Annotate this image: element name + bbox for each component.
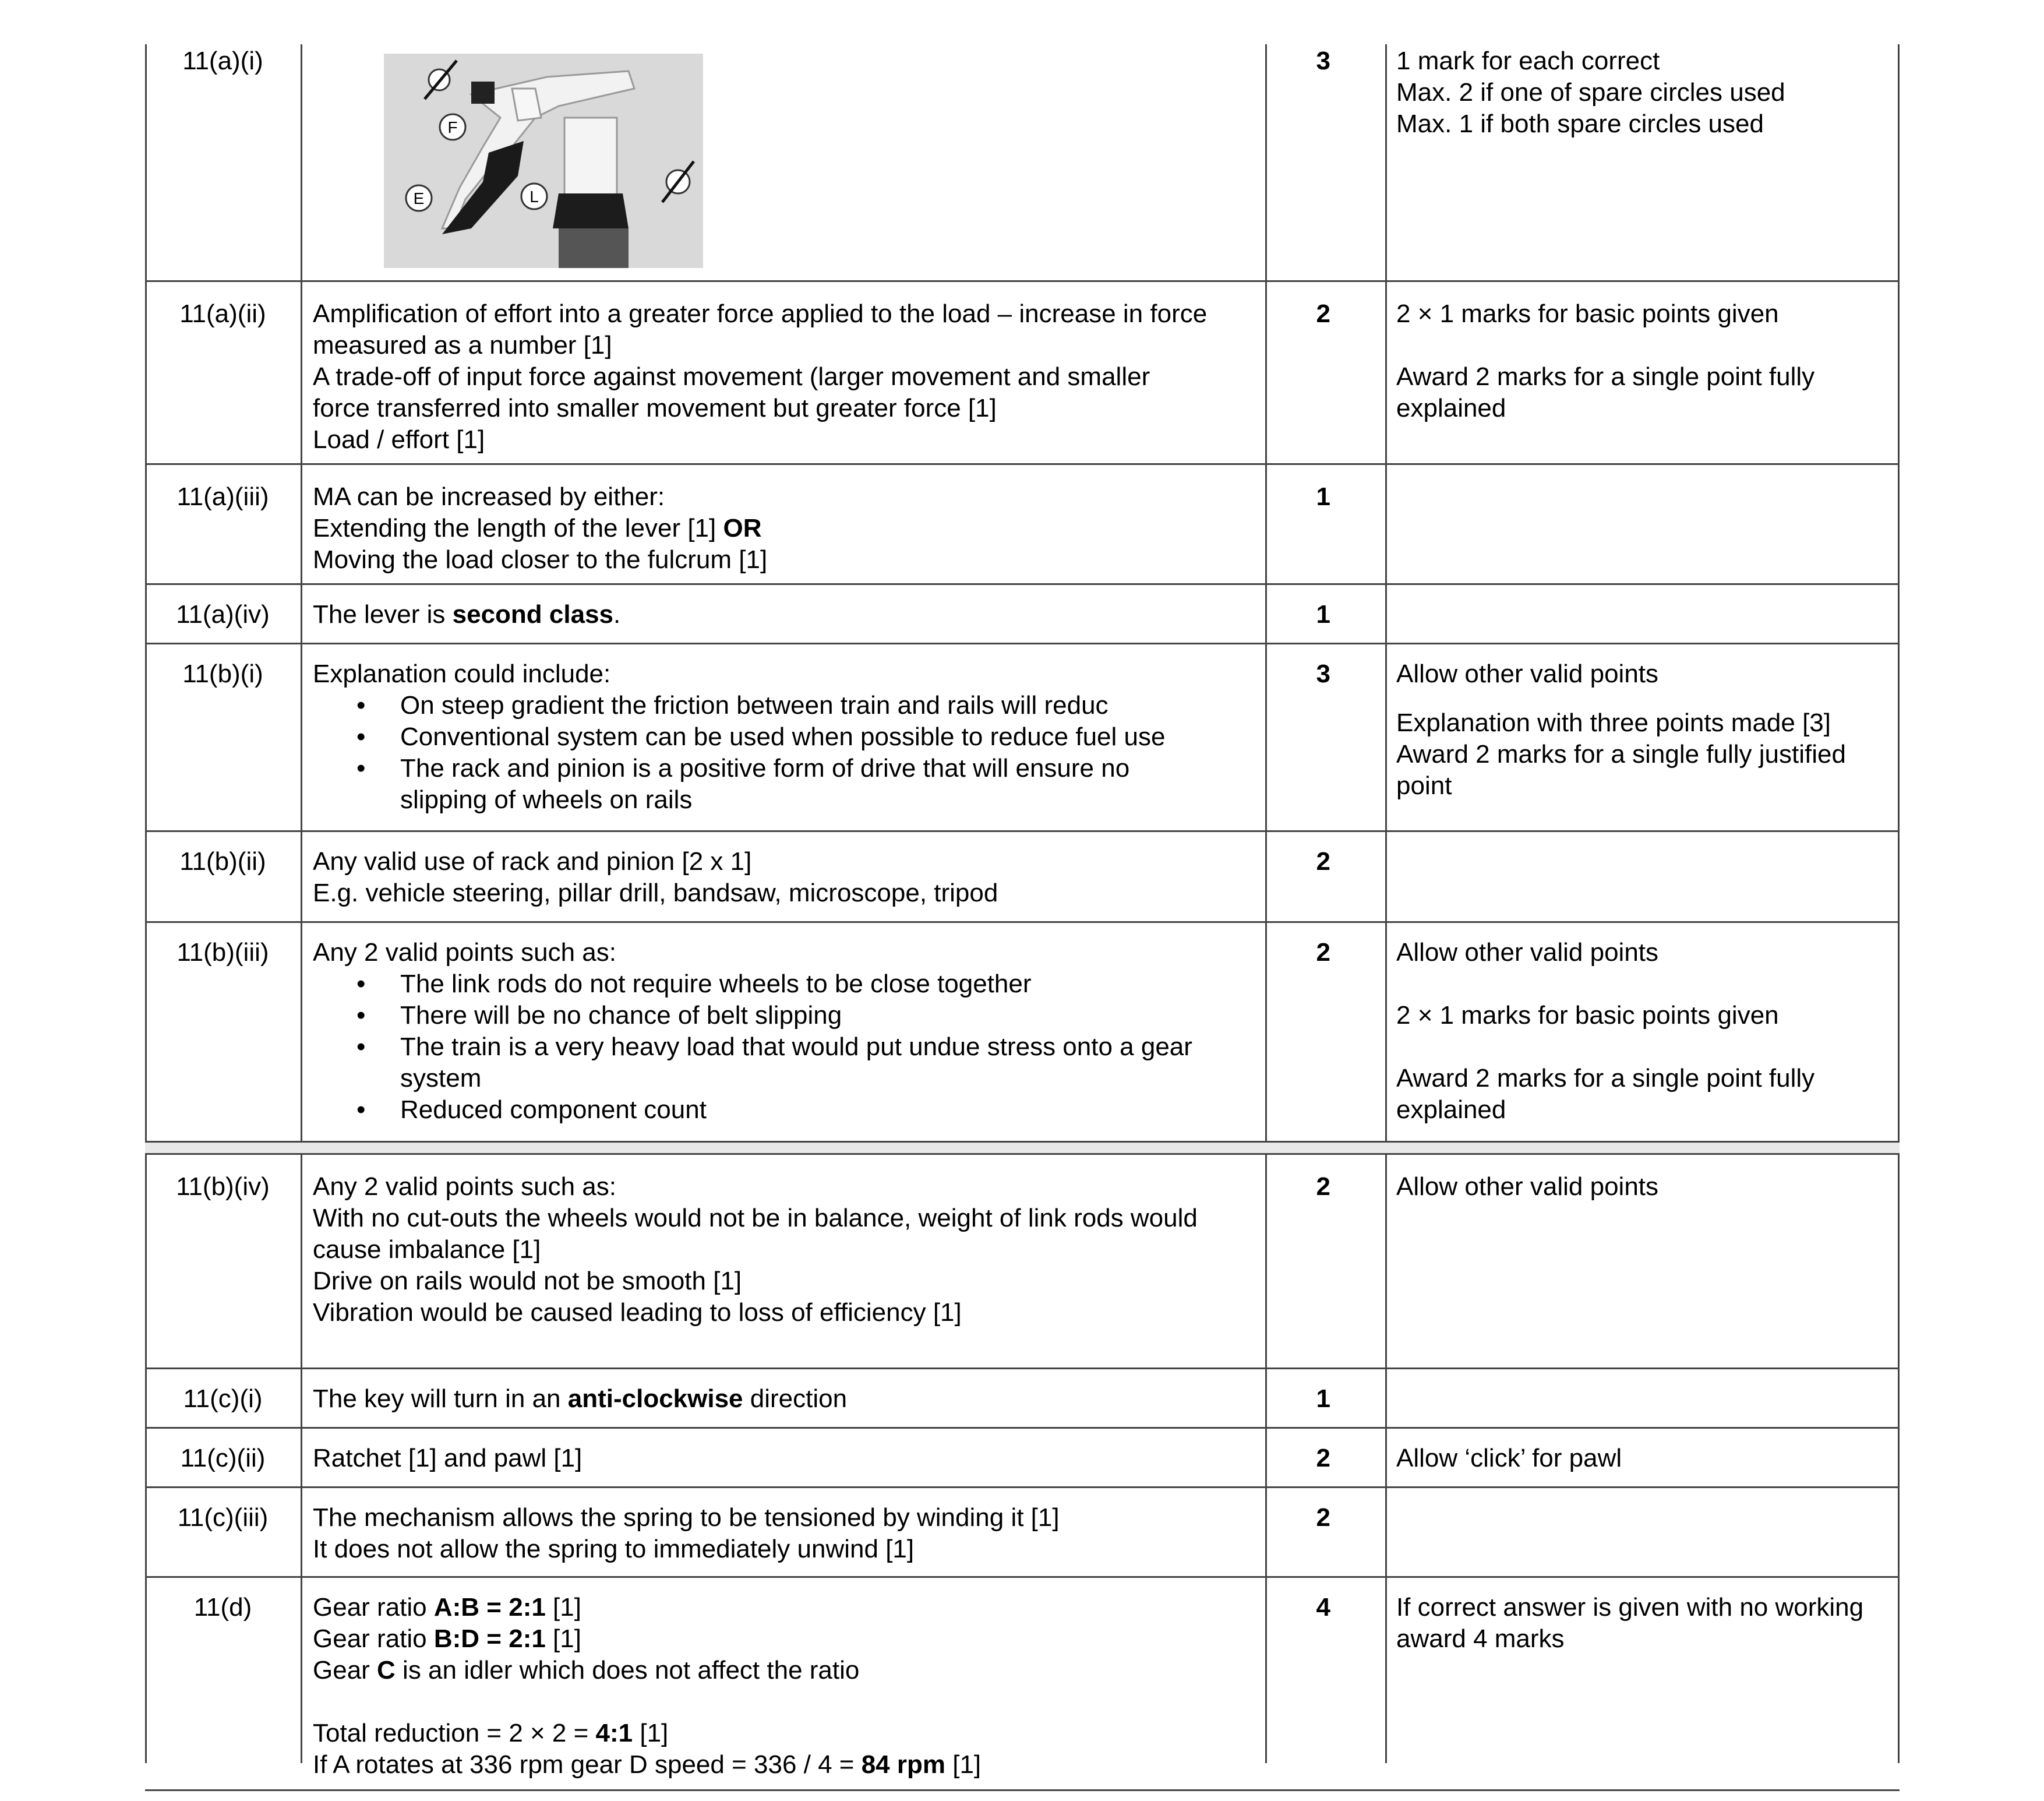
answer-text: Ratchet [1] and pawl [1]	[313, 1444, 583, 1472]
table-row	[145, 1429, 1900, 1488]
guidance-text: Allow other valid points 2 × 1 marks for basic points given Award 2 marks for a single point fully explained	[1396, 938, 1815, 1124]
list-item: • The train is a very heavy load that would put undue stress onto a gear system	[400, 1031, 1256, 1094]
table-row	[145, 1369, 1900, 1429]
list-item: • The link rods do not require wheels to be close together	[400, 968, 1256, 1000]
table-row	[145, 585, 1900, 644]
marks-value: 2	[1316, 938, 1330, 967]
question-number: 11(d)	[193, 1593, 252, 1622]
table-row	[145, 465, 1900, 585]
list-item: • The rack and pinion is a positive form of drive that will ensure no slipping of wheels on rails	[400, 753, 1256, 816]
marks-value: 4	[1316, 1593, 1330, 1622]
list-item: • There will be no chance of belt slipping	[400, 1000, 1256, 1031]
table-row	[145, 644, 1900, 832]
guidance-text: 2 × 1 marks for basic points given Award 2 marks for a single point fully explained	[1396, 299, 1815, 422]
guidance-text: Allow ‘click’ for pawl	[1396, 1444, 1622, 1472]
marks-value: 3	[1316, 660, 1330, 688]
answer-text: Gear ratio A:B = 2:1 [1] Gear ratio B:D = 2:1 [1] Gear C is an idler which does not affect the ratio Total reduction = 2 × 2 = 4:1 [1] If A rotates at 336 rpm gear D speed = 336 / 4 = 84 rpm [1]	[313, 1593, 982, 1779]
question-number: 11(b)(iv)	[176, 1172, 270, 1201]
label-l: L	[529, 188, 539, 206]
marks-value: 1	[1316, 1384, 1330, 1413]
list-item: • Conventional system can be used when possible to reduce fuel use	[400, 721, 1256, 753]
bullet-list	[313, 690, 1256, 816]
marks-value: 2	[1316, 847, 1330, 876]
question-number: 11(a)(iii)	[176, 482, 269, 511]
table-row	[145, 282, 1900, 465]
label-f: F	[447, 118, 458, 136]
marks-value: 1	[1316, 600, 1330, 629]
question-number: 11(a)(iv)	[176, 600, 270, 629]
table-row	[145, 44, 1900, 282]
marks-value: 2	[1316, 1444, 1330, 1472]
trigger-sprayer-photo	[384, 54, 703, 268]
table-row	[145, 1578, 1900, 1791]
marks-value: 3	[1316, 47, 1330, 75]
answer-text: Any valid use of rack and pinion [2 x 1] E.g. vehicle steering, pillar drill, bandsaw, microscope, tripod	[313, 847, 998, 907]
trigger-sprayer-image	[384, 54, 703, 268]
page-break-separator	[145, 1141, 1900, 1155]
answer-text: The lever is second class.	[313, 600, 621, 629]
label-e: E	[413, 189, 425, 207]
marks-value: 1	[1316, 482, 1330, 511]
answer-text: Amplification of effort into a greater force applied to the load – increase in force measured as a number [1] A trade-off of input force against movement (larger movement and smaller force transferred into smaller movement but greater force [1] Load / effort [1]	[313, 299, 1208, 454]
answer-text: Any 2 valid points such as: • The link rods do not require wheels to be close together • There will be no chance of belt slipping • The train is a very heavy load that would put undue stress onto a gear system • Reduced component count	[313, 936, 1256, 1126]
answer-text: The mechanism allows the spring to be tensioned by winding it [1] It does not allow the spring to immediately unwind [1]	[313, 1503, 1060, 1563]
marks-value: 2	[1316, 1503, 1330, 1532]
table-row	[145, 1155, 1900, 1369]
answer-text: Any 2 valid points such as: With no cut-outs the wheels would not be in balance, weight of link rods would cause imbalance [1] Drive on rails would not be smooth [1] Vibration would be caused leading to loss of efficiency [1]	[313, 1172, 1198, 1327]
answer-text: MA can be increased by either: Extending the length of the lever [1] OR Moving the load closer to the fulcrum [1]	[313, 482, 768, 574]
marks-value: 2	[1316, 1172, 1330, 1201]
guidance-text: If correct answer is given with no working award 4 marks	[1396, 1593, 1864, 1653]
question-number: 11(a)(i)	[182, 47, 263, 75]
question-number: 11(b)(ii)	[179, 847, 266, 876]
question-number: 11(a)(ii)	[179, 299, 266, 328]
table-row	[145, 832, 1900, 923]
answer-text: The key will turn in an anti-clockwise direction	[313, 1384, 848, 1413]
guidance-text: 1 mark for each correct Max. 2 if one of spare circles used Max. 1 if both spare circles used	[1396, 47, 1785, 138]
list-item: • Reduced component count	[400, 1094, 1256, 1126]
bullet-list	[313, 968, 1256, 1126]
answer-text: Explanation could include: • On steep gradient the friction between train and rails will reduc • Conventional system can be used when possible to reduce fuel use • The rack and pinion is a positive form of drive that will ensure no slipping of wheels on rails	[313, 657, 1256, 816]
question-number: 11(c)(i)	[183, 1384, 263, 1413]
table-row	[145, 923, 1900, 1142]
question-number: 11(b)(i)	[182, 660, 263, 688]
marks-value: 2	[1316, 299, 1330, 328]
guidance-text: Allow other valid points Explanation with three points made [3] Award 2 marks for a single fully justified point	[1396, 660, 1846, 800]
question-number: 11(c)(iii)	[177, 1503, 269, 1532]
list-item: • On steep gradient the friction between train and rails will reduc	[400, 690, 1256, 721]
guidance-text: Allow other valid points	[1396, 1172, 1659, 1201]
table-row	[145, 1488, 1900, 1578]
question-number: 11(c)(ii)	[180, 1444, 266, 1472]
question-number: 11(b)(iii)	[176, 938, 269, 967]
